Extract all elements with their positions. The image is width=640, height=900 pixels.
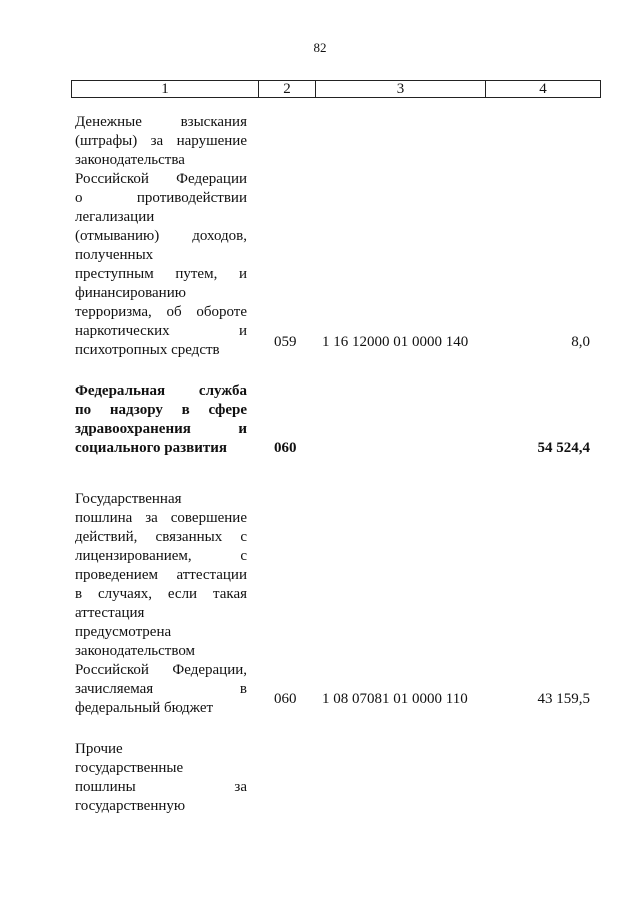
row-name-line: Российской Федерации, (75, 662, 247, 678)
row-name-line: пошлины за (75, 779, 247, 795)
row-name-line: преступным путем, и (75, 266, 247, 282)
row-name-line: законодательства (75, 152, 185, 168)
row-name-line: проведением аттестации (75, 567, 247, 583)
row-name-line: наркотических и (75, 323, 247, 339)
row-amount: 43 159,5 (537, 691, 590, 707)
header-col-1: 1 (72, 81, 259, 97)
row-name-line: социального развития (75, 440, 227, 456)
row-name-line: пошлина за совершение (75, 510, 247, 526)
row-name-line: по надзору в сфере (75, 402, 247, 418)
row-name (75, 382, 247, 458)
row-name-line: легализации (75, 209, 155, 225)
table-header (71, 80, 601, 98)
row-name (75, 490, 247, 718)
row-name-line: Российской Федерации (75, 171, 247, 187)
row-admin-code: 060 (274, 691, 297, 707)
row-name (75, 113, 247, 360)
row-name-line: зачисляемая в (75, 681, 247, 697)
row-name-line: о противодействии (75, 190, 247, 206)
row-name-line: Прочие (75, 741, 123, 757)
row-name-line: федеральный бюджет (75, 700, 214, 716)
row-name-line: психотропных средств (75, 342, 220, 358)
row-name-line: терроризма, об обороте (75, 304, 247, 320)
row-name-line: здравоохранения и (75, 421, 247, 437)
page-number: 82 (313, 40, 327, 55)
row-name-line: Федеральная служба (75, 383, 247, 399)
row-name-line: законодательством (75, 643, 196, 659)
row-name-line: государственную (75, 798, 186, 814)
header-col-4: 4 (539, 81, 547, 97)
row-name-line: Государственная (75, 491, 182, 507)
row-amount: 8,0 (571, 334, 590, 350)
row-name-line: лицензированием, с (75, 548, 247, 564)
row-amount: 54 524,4 (537, 440, 590, 456)
row-name (75, 740, 247, 816)
row-admin-code: 060 (274, 440, 297, 456)
row-name-line: действий, связанных с (75, 529, 247, 545)
row-name-line: полученных (75, 247, 154, 263)
row-kbk: 1 16 12000 01 0000 140 (322, 334, 469, 350)
row-admin-code: 059 (274, 334, 297, 350)
row-kbk: 1 08 07081 01 0000 110 (322, 691, 468, 707)
row-name-line: в случаях, если такая (75, 586, 247, 602)
header-col-2: 2 (259, 81, 316, 97)
row-name-line: предусмотрена (75, 624, 172, 640)
header-col-3: 3 (316, 81, 486, 97)
row-name-line: финансированию (75, 285, 186, 301)
row-name-line: аттестация (75, 605, 145, 621)
row-name-line: государственные (75, 760, 184, 776)
row-name-line: (отмыванию) доходов, (75, 228, 247, 244)
row-name-line: Денежные взыскания (75, 114, 247, 130)
row-name-line: (штрафы) за нарушение (75, 133, 247, 149)
